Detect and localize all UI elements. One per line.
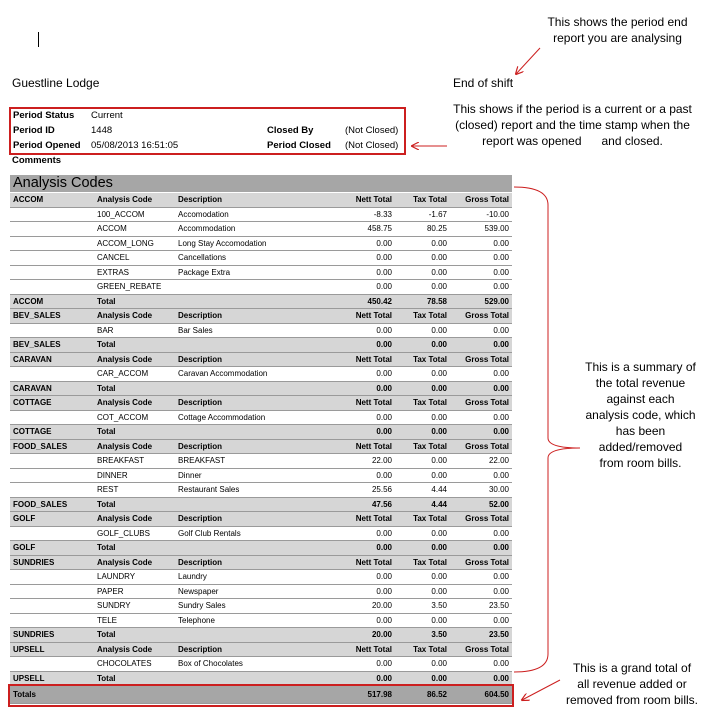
nett-total: 0.00	[339, 338, 395, 353]
gross-total: 529.00	[450, 294, 512, 309]
total-label: Total	[94, 425, 175, 440]
description: Box of Chocolates	[175, 657, 339, 672]
closed-by-value: (Not Closed)	[345, 125, 399, 136]
analysis-code: BAR	[94, 323, 175, 338]
col-header-description: Description	[175, 512, 339, 527]
total-label: Total	[94, 628, 175, 643]
total-label: Total	[94, 541, 175, 556]
period-opened-value: 05/08/2013 16:51:05	[91, 140, 179, 151]
period-id-label: Period ID	[13, 125, 55, 136]
analysis-code: SUNDRY	[94, 599, 175, 614]
analysis-code: CAR_ACCOM	[94, 367, 175, 382]
annotation-line: added/removed	[598, 440, 683, 454]
tax-total: 0.00	[395, 280, 450, 295]
group-name: FOOD_SALES	[10, 497, 94, 512]
nett-total: 0.00	[339, 570, 395, 585]
period-closed-value: (Not Closed)	[345, 140, 399, 151]
col-header-gross-total: Gross Total	[450, 555, 512, 570]
nett-total: 0.00	[339, 584, 395, 599]
annotation-line: has been	[615, 424, 666, 438]
col-header-gross-total: Gross Total	[450, 396, 512, 411]
col-header-tax-total: Tax Total	[395, 642, 450, 657]
total-label: Total	[94, 381, 175, 396]
period-closed-label: Period Closed	[267, 140, 331, 151]
col-header-nett-total: Nett Total	[339, 309, 395, 324]
col-header-analysis-code: Analysis Code	[94, 555, 175, 570]
closed-by-label: Closed By	[267, 125, 314, 136]
analysis-code: CANCEL	[94, 251, 175, 266]
tax-total: -1.67	[395, 207, 450, 222]
col-header-tax-total: Tax Total	[395, 512, 450, 527]
col-header-analysis-code: Analysis Code	[94, 512, 175, 527]
tax-total: 0.00	[395, 338, 450, 353]
tax-total: 0.00	[395, 251, 450, 266]
total-label: Total	[94, 338, 175, 353]
col-header-description: Description	[175, 193, 339, 207]
col-header-tax-total: Tax Total	[395, 555, 450, 570]
tax-total: 0.00	[395, 265, 450, 280]
tax-total: 0.00	[395, 454, 450, 469]
gross-total: 0.00	[450, 584, 512, 599]
annotation-line: the total revenue	[595, 376, 686, 390]
gross-total: 0.00	[450, 657, 512, 672]
gross-total: 0.00	[450, 323, 512, 338]
col-header-nett-total: Nett Total	[339, 352, 395, 367]
nett-total: 0.00	[339, 265, 395, 280]
group-name: UPSELL	[10, 642, 94, 657]
group-name: COTTAGE	[10, 425, 94, 440]
col-header-description: Description	[175, 396, 339, 411]
tax-total: 0.00	[395, 657, 450, 672]
total-label: Total	[94, 497, 175, 512]
nett-total: -8.33	[339, 207, 395, 222]
gross-total: 0.00	[450, 613, 512, 628]
annotation-line: removed from room bills.	[565, 693, 699, 707]
gross-total: 0.00	[450, 425, 512, 440]
nett-total: 25.56	[339, 483, 395, 498]
arrow-to-grand-total	[522, 680, 560, 700]
group-name: GOLF	[10, 541, 94, 556]
group-name: SUNDRIES	[10, 555, 94, 570]
nett-total: 0.00	[339, 251, 395, 266]
nett-total: 0.00	[339, 280, 395, 295]
analysis-code: LAUNDRY	[94, 570, 175, 585]
description: Newspaper	[175, 584, 339, 599]
analysis-code: GOLF_CLUBS	[94, 526, 175, 541]
col-header-nett-total: Nett Total	[339, 439, 395, 454]
description: Golf Club Rentals	[175, 526, 339, 541]
report-title: End of shift	[453, 76, 514, 90]
grand-gross-total: 604.50	[450, 686, 512, 704]
nett-total: 0.00	[339, 541, 395, 556]
group-name: ACCOM	[10, 294, 94, 309]
description: Telephone	[175, 613, 339, 628]
gross-total: 0.00	[450, 265, 512, 280]
analysis-code: EXTRAS	[94, 265, 175, 280]
col-header-nett-total: Nett Total	[339, 396, 395, 411]
col-header-tax-total: Tax Total	[395, 352, 450, 367]
tax-total: 0.00	[395, 613, 450, 628]
description: Restaurant Sales	[175, 483, 339, 498]
description: Caravan Accommodation	[175, 367, 339, 382]
description: Cottage Accommodation	[175, 410, 339, 425]
analysis-code: TELE	[94, 613, 175, 628]
tax-total: 0.00	[395, 570, 450, 585]
tax-total: 0.00	[395, 236, 450, 251]
analysis-code: ACCOM_LONG	[94, 236, 175, 251]
nett-total: 458.75	[339, 222, 395, 237]
gross-total: -10.00	[450, 207, 512, 222]
col-header-description: Description	[175, 439, 339, 454]
nett-total: 0.00	[339, 367, 395, 382]
gross-total: 539.00	[450, 222, 512, 237]
organisation-name: Guestline Lodge	[12, 76, 100, 90]
description: Accommodation	[175, 222, 339, 237]
analysis-code: CHOCOLATES	[94, 657, 175, 672]
period-status-value: Current	[91, 110, 123, 121]
nett-total: 0.00	[339, 657, 395, 672]
col-header-tax-total: Tax Total	[395, 193, 450, 207]
group-name: ACCOM	[10, 193, 94, 207]
group-name: SUNDRIES	[10, 628, 94, 643]
gross-total: 0.00	[450, 367, 512, 382]
nett-total: 20.00	[339, 628, 395, 643]
col-header-nett-total: Nett Total	[339, 555, 395, 570]
col-header-analysis-code: Analysis Code	[94, 396, 175, 411]
col-header-analysis-code: Analysis Code	[94, 193, 175, 207]
group-name: GOLF	[10, 512, 94, 527]
analysis-code: COT_ACCOM	[94, 410, 175, 425]
col-header-nett-total: Nett Total	[339, 512, 395, 527]
annotation-line: report you are analysing	[553, 31, 682, 45]
group-name: BEV_SALES	[10, 309, 94, 324]
tax-total: 0.00	[395, 323, 450, 338]
gross-total: 0.00	[450, 410, 512, 425]
description: Accomodation	[175, 207, 339, 222]
nett-total: 22.00	[339, 454, 395, 469]
col-header-gross-total: Gross Total	[450, 309, 512, 324]
col-header-nett-total: Nett Total	[339, 193, 395, 207]
group-name: FOOD_SALES	[10, 439, 94, 454]
analysis-code: 100_ACCOM	[94, 207, 175, 222]
col-header-analysis-code: Analysis Code	[94, 439, 175, 454]
col-header-gross-total: Gross Total	[450, 193, 512, 207]
tax-total: 3.50	[395, 599, 450, 614]
nett-total: 20.00	[339, 599, 395, 614]
tax-total: 0.00	[395, 541, 450, 556]
col-header-nett-total: Nett Total	[339, 642, 395, 657]
total-label: Total	[94, 294, 175, 309]
tax-total: 78.58	[395, 294, 450, 309]
description: BREAKFAST	[175, 454, 339, 469]
description: Package Extra	[175, 265, 339, 280]
annotation-line: report was opened and closed.	[482, 134, 663, 148]
grand-tax-total: 86.52	[395, 686, 450, 704]
annotation-line: analysis code, which	[585, 408, 696, 422]
nett-total: 0.00	[339, 323, 395, 338]
description: Sundry Sales	[175, 599, 339, 614]
nett-total: 0.00	[339, 526, 395, 541]
tax-total: 0.00	[395, 468, 450, 483]
nett-total: 0.00	[339, 236, 395, 251]
annotation-line: This shows if the period is a current or a past	[453, 102, 692, 116]
annotation-line: from room bills.	[599, 456, 682, 470]
col-header-analysis-code: Analysis Code	[94, 642, 175, 657]
analysis-code: DINNER	[94, 468, 175, 483]
nett-total: 0.00	[339, 468, 395, 483]
description: Dinner	[175, 468, 339, 483]
tax-total: 0.00	[395, 381, 450, 396]
gross-total: 0.00	[450, 381, 512, 396]
col-header-gross-total: Gross Total	[450, 512, 512, 527]
tax-total: 0.00	[395, 526, 450, 541]
gross-total: 30.00	[450, 483, 512, 498]
gross-total: 0.00	[450, 468, 512, 483]
gross-total: 23.50	[450, 599, 512, 614]
tax-total: 0.00	[395, 584, 450, 599]
summary-brace	[514, 187, 580, 672]
tax-total: 0.00	[395, 425, 450, 440]
gross-total: 0.00	[450, 280, 512, 295]
col-header-description: Description	[175, 352, 339, 367]
description: Cancellations	[175, 251, 339, 266]
gross-total: 0.00	[450, 671, 512, 686]
analysis-code: GREEN_REBATE	[94, 280, 175, 295]
nett-total: 47.56	[339, 497, 395, 512]
gross-total: 0.00	[450, 570, 512, 585]
col-header-gross-total: Gross Total	[450, 352, 512, 367]
tax-total: 4.44	[395, 497, 450, 512]
gross-total: 0.00	[450, 236, 512, 251]
arrow-to-title	[516, 48, 540, 74]
section-title: Analysis Codes	[10, 175, 512, 192]
gross-total: 0.00	[450, 251, 512, 266]
col-header-description: Description	[175, 555, 339, 570]
tax-total: 4.44	[395, 483, 450, 498]
gross-total: 0.00	[450, 541, 512, 556]
annotation-line: This is a grand total of	[572, 661, 692, 675]
gross-total: 52.00	[450, 497, 512, 512]
description: Bar Sales	[175, 323, 339, 338]
tax-total: 80.25	[395, 222, 450, 237]
description: Laundry	[175, 570, 339, 585]
group-name: UPSELL	[10, 671, 94, 686]
comments-label: Comments	[12, 155, 62, 166]
grand-nett-total: 517.98	[339, 686, 395, 704]
nett-total: 0.00	[339, 410, 395, 425]
analysis-code: PAPER	[94, 584, 175, 599]
group-name: CARAVAN	[10, 381, 94, 396]
description: Long Stay Accomodation	[175, 236, 339, 251]
col-header-tax-total: Tax Total	[395, 396, 450, 411]
annotation-line: (closed) report and the time stamp when the	[455, 118, 690, 132]
col-header-gross-total: Gross Total	[450, 642, 512, 657]
col-header-description: Description	[175, 309, 339, 324]
group-name: CARAVAN	[10, 352, 94, 367]
tax-total: 0.00	[395, 367, 450, 382]
annotation-line: all revenue added or	[577, 677, 687, 691]
nett-total: 0.00	[339, 613, 395, 628]
period-id-value: 1448	[91, 125, 113, 136]
total-label: Total	[94, 671, 175, 686]
col-header-tax-total: Tax Total	[395, 439, 450, 454]
tax-total: 0.00	[395, 671, 450, 686]
period-opened-label: Period Opened	[13, 140, 81, 151]
gross-total: 23.50	[450, 628, 512, 643]
nett-total: 0.00	[339, 425, 395, 440]
nett-total: 0.00	[339, 671, 395, 686]
annotation-line: This is a summary of	[585, 360, 696, 374]
col-header-analysis-code: Analysis Code	[94, 352, 175, 367]
gross-total: 22.00	[450, 454, 512, 469]
tax-total: 3.50	[395, 628, 450, 643]
analysis-code: ACCOM	[94, 222, 175, 237]
gross-total: 0.00	[450, 338, 512, 353]
col-header-tax-total: Tax Total	[395, 309, 450, 324]
nett-total: 450.42	[339, 294, 395, 309]
annotation-line: This shows the period end	[547, 15, 688, 29]
gross-total: 0.00	[450, 526, 512, 541]
group-name: COTTAGE	[10, 396, 94, 411]
group-name: BEV_SALES	[10, 338, 94, 353]
col-header-description: Description	[175, 642, 339, 657]
col-header-gross-total: Gross Total	[450, 439, 512, 454]
col-header-analysis-code: Analysis Code	[94, 309, 175, 324]
grand-total-label: Totals	[10, 686, 94, 704]
period-status-label: Period Status	[13, 110, 75, 121]
annotation-line: against each	[606, 392, 675, 406]
nett-total: 0.00	[339, 381, 395, 396]
tax-total: 0.00	[395, 410, 450, 425]
analysis-code: BREAKFAST	[94, 454, 175, 469]
analysis-code: REST	[94, 483, 175, 498]
